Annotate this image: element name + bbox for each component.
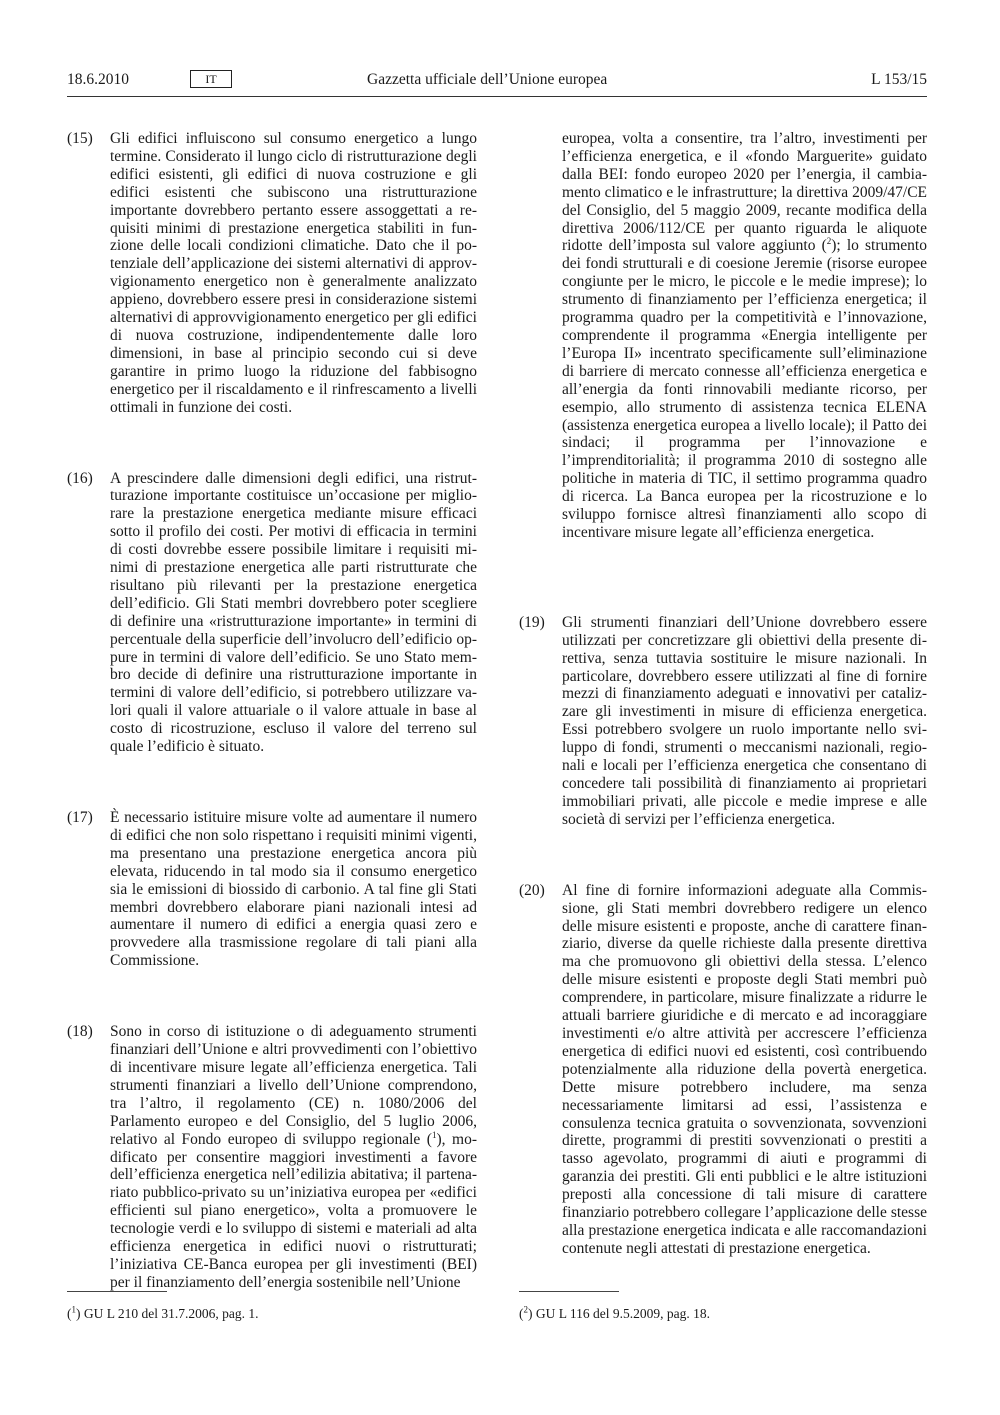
footnote-mark: 2 xyxy=(523,1304,528,1315)
paragraph-spacer xyxy=(67,417,477,470)
recital-text-part: europea, volta a consentire, tra l’altro, investimenti per l’efficienza energetica, e il «fondo Marguerite» guidato dalla BEI: fondo europeo 2020 per l’energia, il cambiamento climatico e le infrastrutture; la direttiva 2009/47/CE del Consiglio, del 5 maggio 2009, recante modifica della direttiva 2006/112/CE per quanto riguarda le aliquote ridotte dell’imposta sul valore aggiunto ( xyxy=(562,130,927,255)
recital-18-continued xyxy=(519,130,927,542)
header-rule xyxy=(67,96,927,97)
recital-text-part: Sono in corso di istituzione o di adeguamento strumenti finanziari dell’Unione e altri provvedimenti con l’obiettivo di incentivare misure legate all’efficienza energetica. Tali strumenti finanziari a livello dell’Unione comprendono, tra l’altro, il regolamento (CE) n. 1080/2006 del Parlamento europeo e del Consiglio, del 5 luglio 2006, relativo al Fondo europeo di sviluppo regionale ( xyxy=(110,1023,477,1148)
recital-19 xyxy=(519,614,927,829)
recital-20 xyxy=(519,882,927,1258)
recital-text: Al fine di fornire informazioni adeguate alla Commissione, gli Stati membri dovrebbero redigere un elenco delle misure esistenti e proposte, anche di carattere finanziario, diverse da quelle richieste dalla presente direttiva ma che promuovono gli obiettivi della stessa. L’elenco delle misure esistenti e proposte degli Stati membri può comprendere, in particolare, misure finalizzate a ridurre le attuali barriere giuridiche e di mercato e ad incoraggiare investimenti e/o altre attività per accrescere l’efficienza energetica di edifici nuovi ed esistenti, così contribuendo potenzialmente alla riduzione della povertà energetica. Dette misure potrebbero includere, ma senza necessariamente limitarsi ad essi, l’assistenza e consulenza tecnica gratuita o sovvenzionata, sovvenzioni dirette, programmi di prestiti sovvenzionati o prestiti a tasso agevolato, programmi di aiuti e programmi di garanzia dei prestiti. Gli enti pubblici e le altre istituzioni preposti alla concessione di tali misure di carattere finanziario potrebbero collegare l’applicazione delle stesse alla prestazione energetica indicata e alle raccomandazioni contenute negli attestati di prestazione energetica. xyxy=(562,881,927,1257)
journal-title: Gazzetta ufficiale dell’Unione europea xyxy=(367,71,608,88)
recital-15 xyxy=(67,130,477,417)
recital-number: (20) xyxy=(519,881,545,899)
footnote-reference: 2 xyxy=(826,236,832,247)
publication-date: 18.6.2010 xyxy=(67,71,129,88)
recital-17 xyxy=(67,809,477,970)
paragraph-spacer xyxy=(519,542,927,614)
footnote-reference: 1 xyxy=(431,1129,437,1140)
left-column xyxy=(67,130,477,1292)
recital-number: (18) xyxy=(67,1023,93,1041)
recital-text: Gli edifici influiscono sul consumo energetico a lungo termine. Considerato il lungo ciclo di ristrutturazione degli edifici esistenti, gli edifici di nuova costruzione e gli edifici esistenti che subiscono una ristrutturazione importante dovrebbero pertanto essere assoggettati a requisiti minimi di prestazione energetica stabiliti in funzione delle locali condizioni climatiche. Dato che il potenziale dell’applicazione dei sistemi alternativi di approvvigionamento energetico non è generalmente analizzato appieno, dovrebbero essere presi in considerazione sistemi alternativi di approvvigionamento energetico per gli edifici di nuova costruzione, indipendentemente dalle loro dimensioni, in base al principio secondo cui si deve garantire in primo luogo la riduzione del fabbisogno energetico per il riscaldamento e il rinfrescamento a livelli ottimali in funzione dei costi. xyxy=(110,130,477,416)
recital-text xyxy=(110,1023,477,1292)
recital-number: (19) xyxy=(519,613,545,631)
paragraph-spacer xyxy=(67,756,477,809)
recital-text xyxy=(562,130,927,542)
footnote-text: GU L 116 del 9.5.2009, pag. 18. xyxy=(532,1306,710,1321)
footnote-2: ($^2$) GU L 116 del 9.5.2009, pag. 18. xyxy=(519,1304,710,1321)
recital-text-part: ), modificato per consentire maggiori investimenti a favore dell’efficienza energetica nell’edilizia abitativa; il partenariato pubblico-privato su un’iniziativa europea per «edifici efficienti sul piano energetico», volta a promuovere le tecnologie verdi e lo sviluppo di sistemi e materiali ad alta efficienza energetica in edifici nuovi o ristrutturati; l’iniziativa CE-Banca europea per gli investimenti (BEI) per il finanziamento dell’energia sostenibile nell’Unione xyxy=(110,1130,478,1291)
recital-number: (17) xyxy=(67,809,93,826)
recital-number: (15) xyxy=(67,130,93,147)
recital-text: È necessario istituire misure volte ad aumentare il numero di edifici che non solo rispettano i requisiti minimi vigenti, ma presentano una prestazione energetica ancora più elevata, riducendo in tal modo sia il consumo energetico sia le emissioni di biossido di carbonio. A tal fine gli Stati membri dovrebbero elaborare piani nazionali intesi ad aumentare il numero di edifici a energia quasi zero e provvedere alla trasmissione regolare di tali piani alla Commissione. xyxy=(110,809,477,970)
recital-text: A prescindere dalle dimensioni degli edifici, una ristrutturazione importante costituisce un’occasione per migliorare la prestazione energetica mediante misure efficaci sotto il profilo dei costi. Per motivi di efficacia in termini di costi dovrebbe essere possibile limitare i requisiti minimi di prestazione energetica alle parti ristrutturate che risultano più rilevanti per la prestazione energetica dell’edificio. Gli Stati membri dovrebbero poter scegliere di definire una «ristrutturazione importante» in termini di percentuale della superficie dell’involucro dell’edificio oppure in termini di valore dell’edificio. Se uno Stato membro decide di definire una ristrutturazione importante in termini di valore dell’edificio, si potrebbero utilizzare valori quali il valore attuariale o il valore attuale in base al costo di ricostruzione, escluso il valore del terreno sul quale l’edificio è situato. xyxy=(110,469,477,756)
footnote-1: ($^1$) GU L 210 del 31.7.2006, pag. 1. xyxy=(67,1304,259,1321)
footnote-rule xyxy=(519,1291,619,1292)
recital-16 xyxy=(67,470,477,757)
footnote-rule xyxy=(67,1291,167,1292)
recital-text: Gli strumenti finanziari dell’Unione dovrebbero essere utilizzati per concretizzare gli obiettivi della presente direttiva, senza tuttavia sostituire le misure nazionali. In particolare, dovrebbero essere utilizzati al fine di fornire mezzi di finanziamento adeguati e innovativi per catalizzare gli investimenti in misure di efficienza energetica. Essi potrebbero svolgere un ruolo importante nello sviluppo di fondi, strumenti o meccanismi nazionali, regionali e locali per l’efficienza energetica che consentano di concedere tali possibilità di finanziamento ai proprietari immobiliari privati, alle piccole e medie imprese e alle società di servizi per l’efficienza energetica. xyxy=(562,613,927,828)
paragraph-spacer xyxy=(67,970,477,1023)
right-column xyxy=(519,130,927,1258)
footnote-mark: 1 xyxy=(71,1304,76,1315)
recital-18 xyxy=(67,1023,477,1292)
page-header xyxy=(67,70,927,94)
recital-number: (16) xyxy=(67,469,93,487)
language-code-box: IT xyxy=(190,70,232,88)
recital-text-part: ); lo strumento dei fondi strutturali e di coesione Jeremie (risorse europee congiunte per le micro, le piccole e le medie imprese); lo strumento di finanziamento per l’efficienza energetica; il programma quadro per la competitività e l’innovazione, comprendente il programma «Energia intelligente per l’Europa II» incentrato specificamente sull’eliminazione di barriere di mercato connesse all’efficienza energetica e all’energia da fonti rinnovabili mediante ricorso, per esempio, allo strumento di assistenza tecnica ELENA (assistenza energetica europea a livello locale); il Patto dei sindaci; il programma per l’innovazione e l’imprenditorialità; il programma 2010 di sostegno alle politiche in materia di TIC, il settimo programma quadro di ricerca. La Banca europea per la ricostruzione e lo sviluppo fornisce altresì finanziamenti allo scopo di incentivare misure legate all’efficienza energetica. xyxy=(562,237,927,541)
page-number: L 153/15 xyxy=(871,71,927,88)
footnote-text: GU L 210 del 31.7.2006, pag. 1. xyxy=(80,1306,259,1321)
paragraph-spacer xyxy=(519,829,927,882)
